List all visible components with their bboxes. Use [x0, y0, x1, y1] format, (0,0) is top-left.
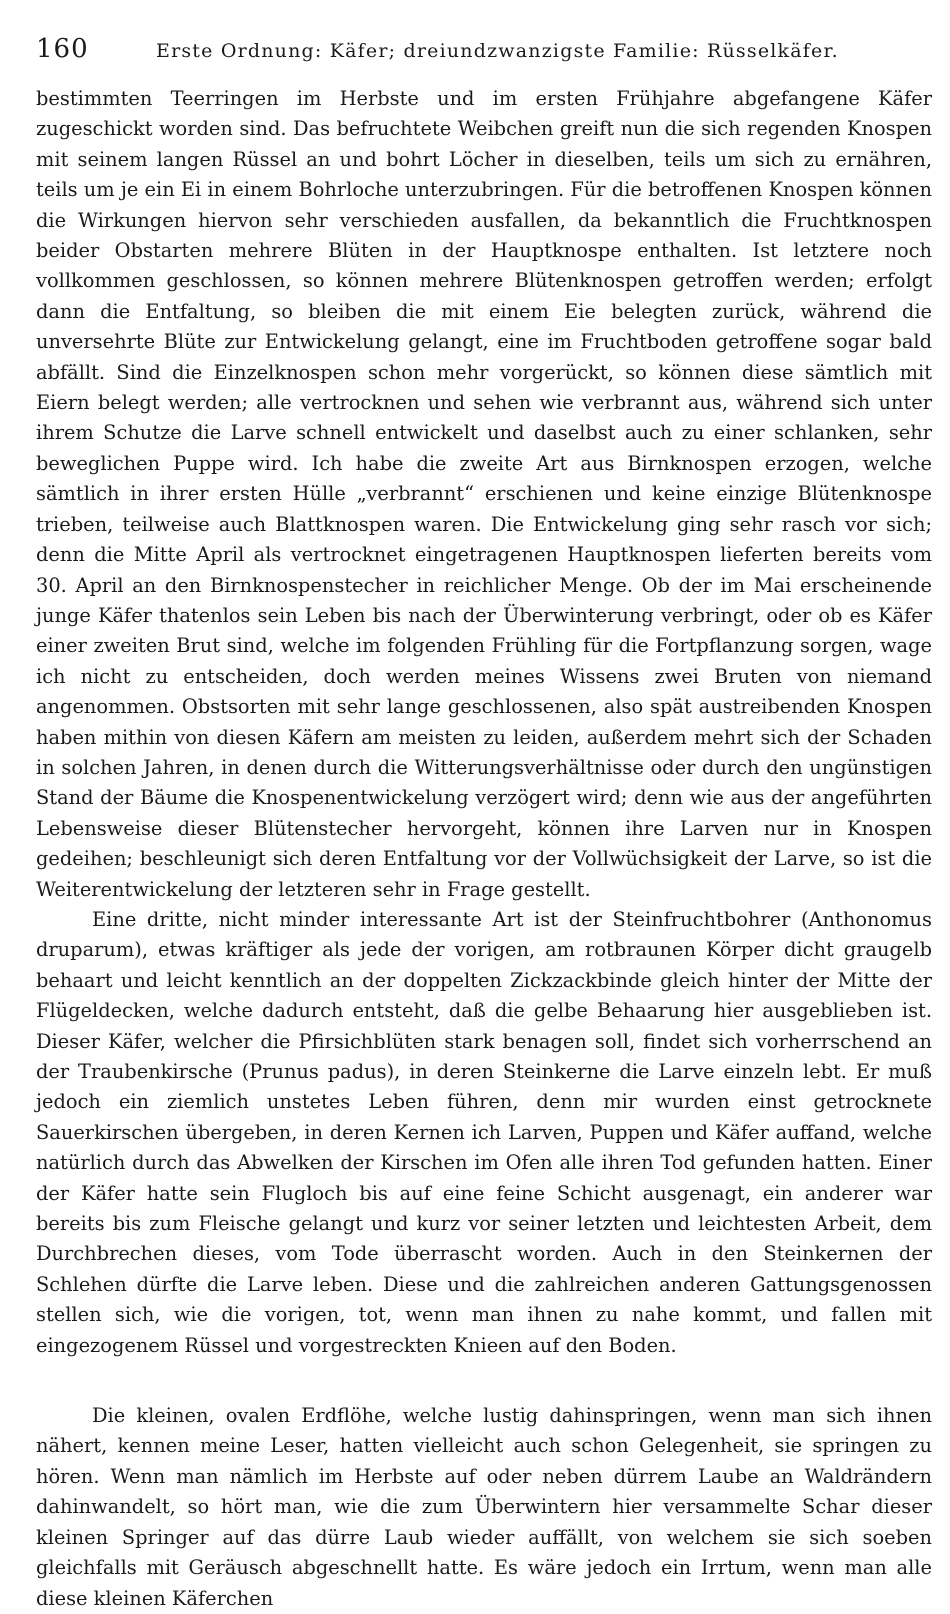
paragraph-2: Eine dritte, nicht minder interessante Art ist der Steinfruchtbohrer (Anthonomus druparum), etwas kräftiger als jede der vorigen, am rotbraunen Körper dicht graugelb behaart und leicht kenntlich an der doppelten Zickzackbinde gleich hinter der Mitte der Flügeldecken, welche dadurch entsteht, daß die gelbe Behaarung hier ausgeblieben ist. Dieser Käfer, welcher die Pfirsichblüten stark benagen soll, findet sich vorherrschend an der Traubenkirsche (Prunus padus), in deren Steinkerne die Larve einzeln lebt. Er muß jedoch ein ziemlich unstetes Leben führen, denn mir wurden einst getrocknete Sauerkirschen übergeben, in deren Kernen ich Larven, Puppen und Käfer auffand, welche natürlich durch das Abwelken der Kirschen im Ofen alle ihren Tod gefunden hatten. Einer der Käfer hatte sein Flugloch bis auf eine feine Schicht ausgenagt, ein anderer war bereits bis zum Fleische gelangt und kurz vor seiner letzten und leichtesten Arbeit, dem Durchbrechen dieses, vom Tode überrascht worden. Auch in den Steinkernen der Schlehen dürfte die Larve leben. Diese und die zahlreichen anderen Gattungsgenossen stellen sich, wie die vorigen, tot, wenn man ihnen zu nahe kommt, und fallen mit eingezogenem Rüssel und vorgestreckten Knieen auf den Boden. — [36, 907, 932, 1357]
body-text — [36, 84, 932, 1614]
running-title: Erste Ordnung: Käfer; dreiundzwanzigste Familie: Rüsselkäfer. — [156, 40, 839, 62]
paragraph-1: bestimmten Teerringen im Herbste und im ersten Frühjahre abgefangene Käfer zugeschickt worden sind. Das befruchtete Weibchen greift nun die sich regenden Knospen mit seinem langen Rüssel an und bohrt Löcher in dieselben, teils um sich zu ernähren, teils um je ein Ei in einem Bohrloche unterzubringen. Für die betroffenen Knospen können die Wirkungen hiervon sehr verschieden ausfallen, da bekanntlich die Fruchtknospen beider Obstarten mehrere Blüten in der Hauptknospe enthalten. Ist letztere noch vollkommen geschlossen, so können mehrere Blütenknospen getroffen werden; erfolgt dann die Entfaltung, so bleiben die mit einem Eie belegten zurück, während die unversehrte Blüte zur Entwickelung gelangt, eine im Fruchtboden getroffene sogar bald abfällt. Sind die Einzelknospen schon mehr vorgerückt, so können diese sämtlich mit Eiern belegt werden; alle vertrocknen und sehen wie verbrannt aus, während sich unter ihrem Schutze die Larve schnell entwickelt und daselbst auch zu einer schlanken, sehr beweglichen Puppe wird. Ich habe die zweite Art aus Birnknospen erzogen, welche sämtlich in ihrer ersten Hülle „verbrannt“ erschienen und keine einzige Blütenknospe trieben, teilweise auch Blattknospen waren. Die Entwickelung ging sehr rasch vor sich; denn die Mitte April als vertrocknet eingetragenen Hauptknospen lieferten bereits vom 30. April an den Birnknospenstecher in reichlicher Menge. Ob der im Mai erscheinende junge Käfer thatenlos sein Leben bis nach der Überwinterung verbringt, oder ob es Käfer einer zweiten Brut sind, welche im folgenden Frühling für die Fortpflanzung sorgen, wage ich nicht zu entscheiden, doch werden meines Wissens zwei Bruten von niemand angenommen. Obstsorten mit sehr lange geschlossenen, also spät austreibenden Knospen haben mithin von diesen Käfern am meisten zu leiden, außerdem mehrt sich der Schaden in solchen Jahren, in denen durch die Witterungsverhältnisse oder durch den ungünstigen Stand der Bäume die Knospenentwickelung verzögert wird; denn wie aus der angeführten Lebensweise dieser Blütenstecher hervorgeht, können ihre Larven nur in Knospen gedeihen; beschleunigt sich deren Entfaltung vor der Vollwüchsigkeit der Larve, so ist die Weiterentwickelung der letzteren sehr in Frage gestellt. — [36, 87, 932, 901]
page-header — [36, 30, 932, 70]
page-number: 160 — [36, 34, 89, 64]
paragraph-3: Die kleinen, ovalen Erdflöhe, welche lustig dahinspringen, wenn man sich ihnen nähert, kennen meine Leser, hatten vielleicht auch schon Gelegenheit, sie springen zu hören. Wenn man nämlich im Herbste auf oder neben dürrem Laube an Waldrändern dahinwandelt, so hört man, wie die zum Überwintern hier versammelte Schar dieser kleinen Springer auf das dürre Laub wieder auffällt, von welchem sie sich soeben gleichfalls mit Geräusch abgeschnellt hatte. Es wäre jedoch ein Irrtum, wenn man alle diese kleinen Käferchen — [36, 1404, 932, 1610]
